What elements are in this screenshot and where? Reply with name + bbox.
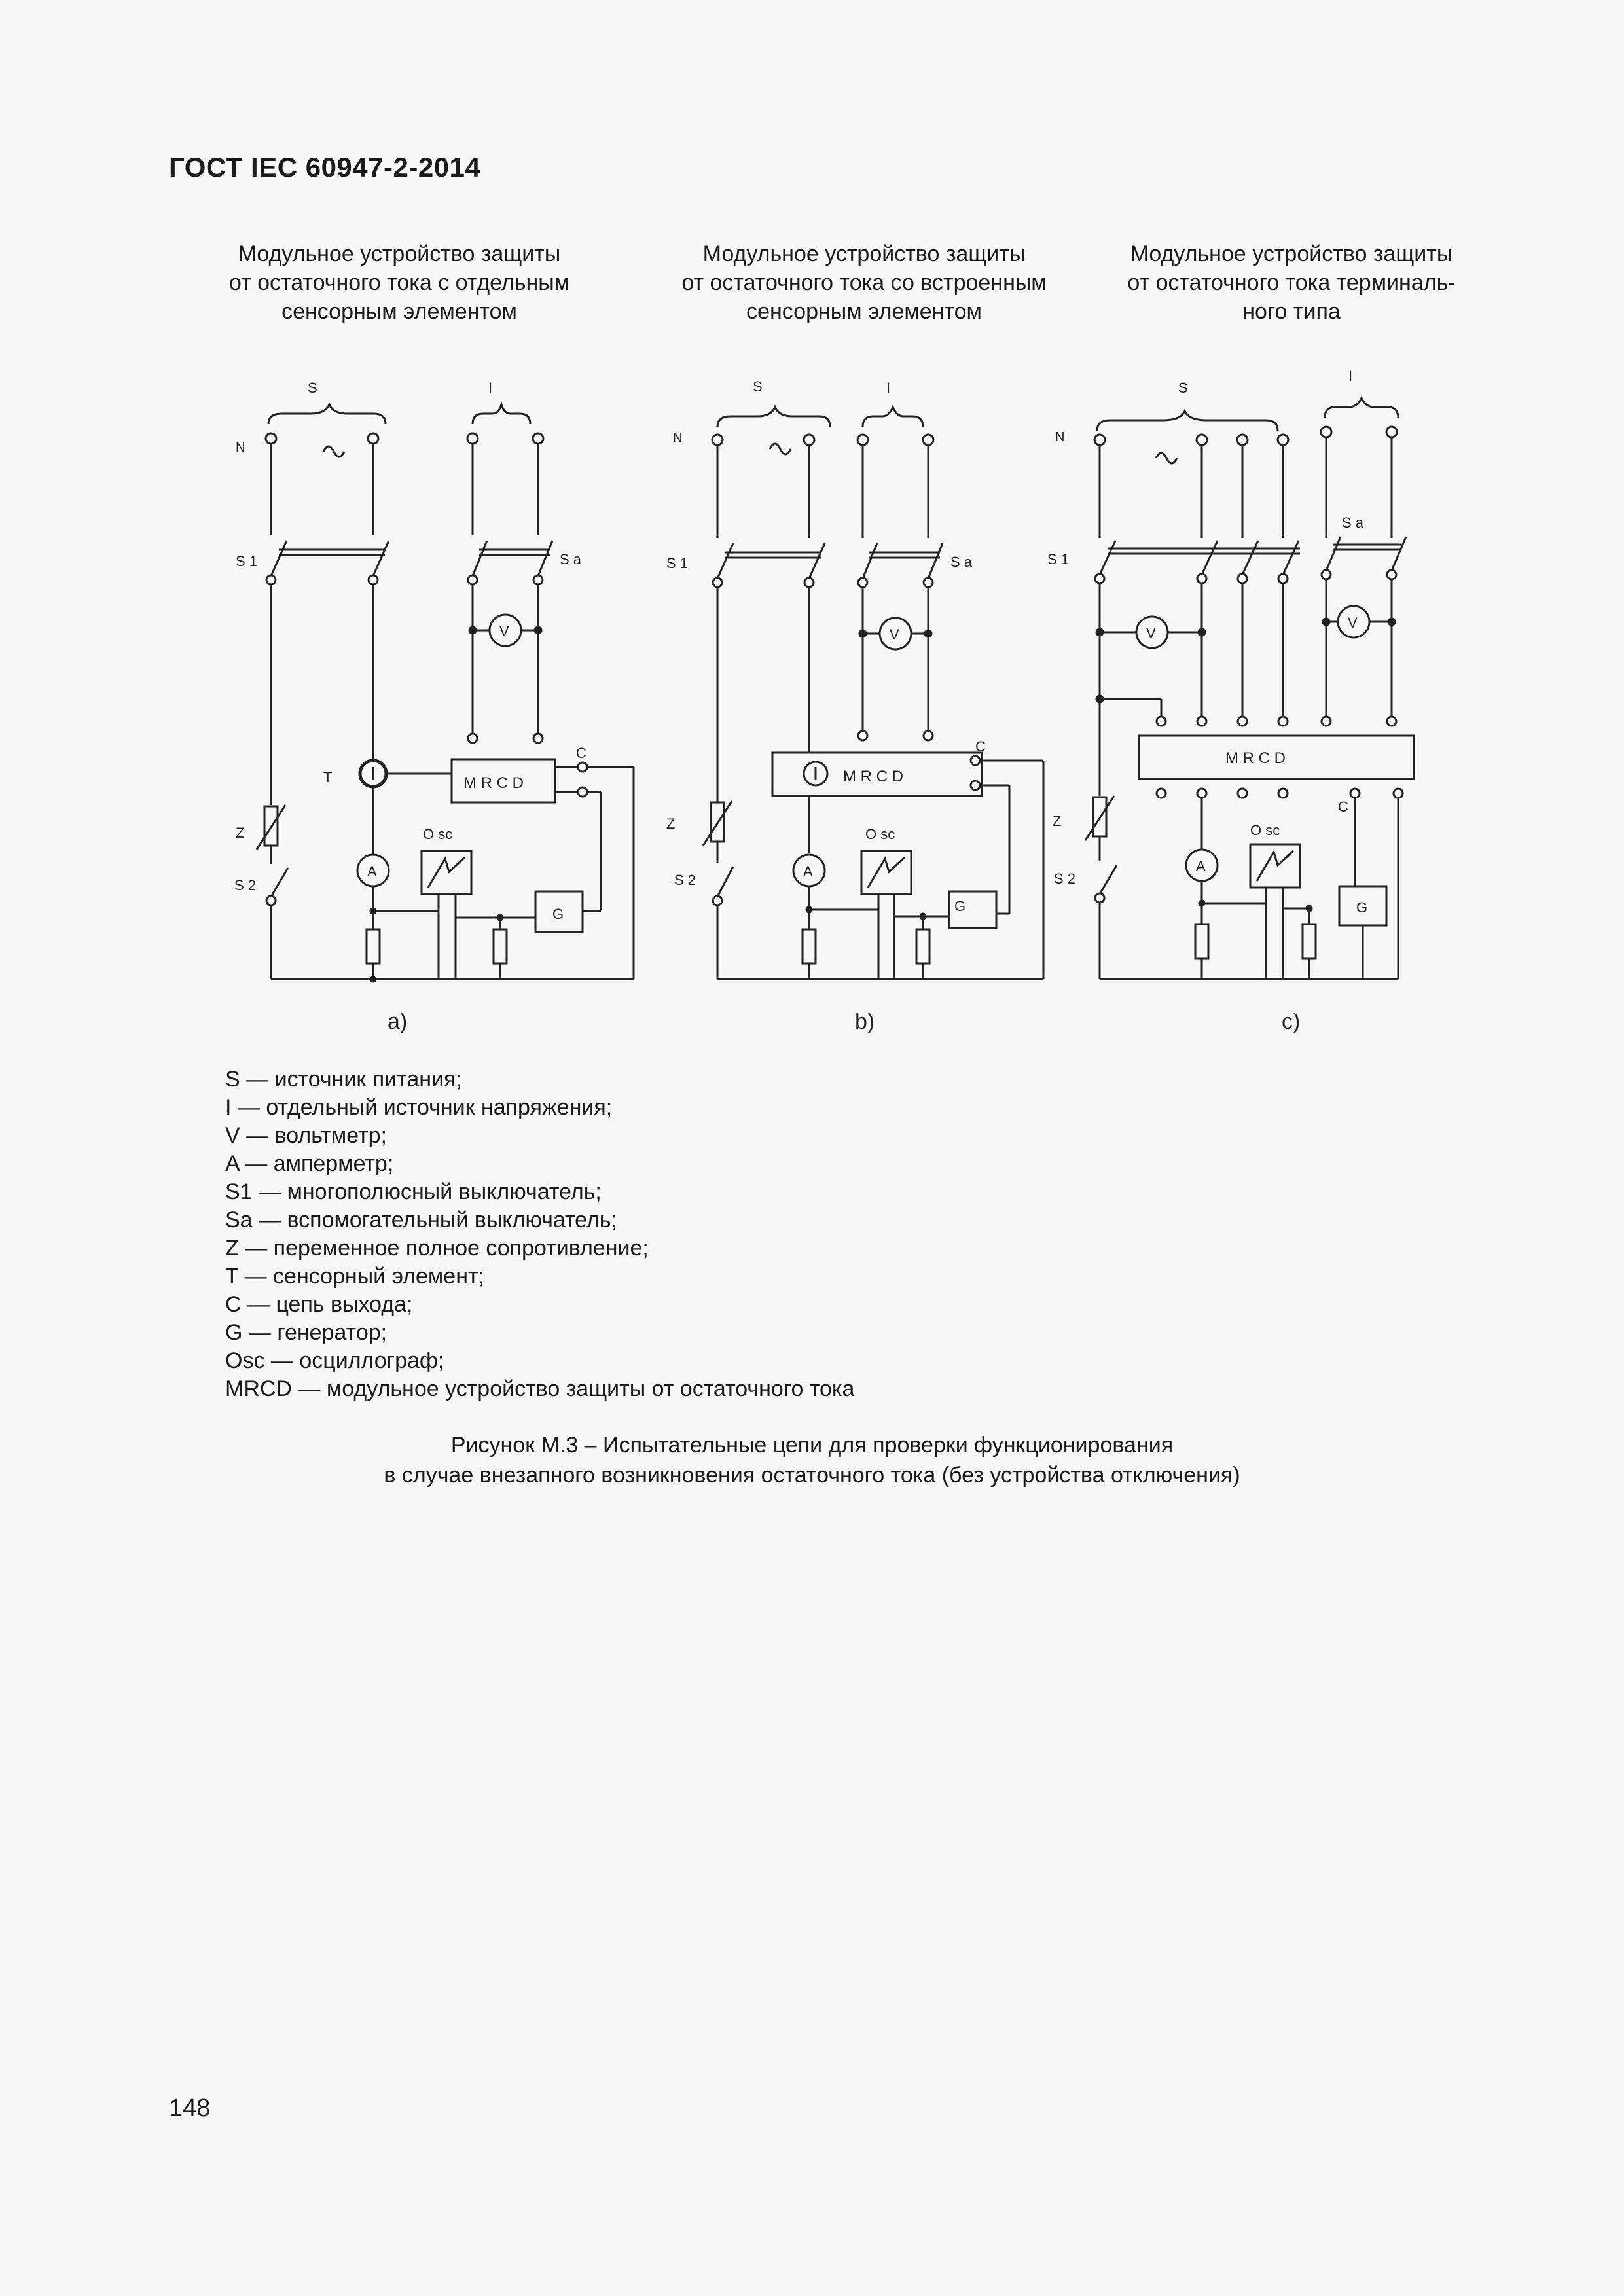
label-g: G — [552, 906, 564, 922]
panel-c-caption: Модульное устройство защиты от остаточного тока терминаль- ного типа — [1127, 242, 1456, 324]
label-c: C — [576, 745, 586, 761]
legend — [225, 1066, 854, 1403]
label-n: N — [673, 431, 683, 445]
label-s1: S 1 — [666, 555, 689, 571]
label-a: A — [367, 863, 377, 880]
legend-item: S — источник питания; — [225, 1067, 462, 1092]
label-n: N — [236, 440, 245, 455]
document-header: ГОСТ IEC 60947-2-2014 — [169, 152, 481, 183]
label-v: V — [499, 623, 509, 639]
label-osc: O sc — [1250, 822, 1280, 838]
label-mrcd: M R C D — [843, 768, 903, 785]
panel-c-label: c) — [1282, 1009, 1301, 1034]
figure-title-line-2: в случае внезапного возникновения остаточного тока (без устройства отключения) — [384, 1463, 1240, 1488]
legend-item: I — отдельный источник напряжения; — [225, 1095, 613, 1120]
label-c: C — [1338, 798, 1348, 815]
label-a: A — [1196, 858, 1206, 874]
label-c: C — [975, 738, 986, 755]
circuit-c — [1047, 368, 1414, 1034]
label-s1: S 1 — [1047, 551, 1070, 567]
label-mrcd: M R C D — [1225, 749, 1286, 767]
label-v: V — [890, 626, 899, 643]
label-sa: S a — [1342, 514, 1364, 531]
legend-item: Osc — осциллограф; — [225, 1348, 444, 1373]
label-s1: S 1 — [236, 553, 258, 569]
label-i: I — [488, 380, 493, 396]
circuit-a — [234, 380, 634, 1034]
legend-item: C — цепь выхода; — [225, 1292, 413, 1317]
legend-item: V — вольтметр; — [225, 1123, 387, 1148]
legend-item: Z — переменное полное сопротивление; — [225, 1236, 649, 1261]
label-z: Z — [666, 816, 676, 832]
panel-a-caption: Модульное устройство защиты от остаточного тока с отдельным сенсорным элементом — [228, 242, 570, 324]
page-number: 148 — [169, 2094, 211, 2122]
label-sa: S a — [950, 554, 973, 570]
label-sa: S a — [560, 551, 582, 567]
label-i: I — [1348, 368, 1353, 384]
label-n: N — [1055, 430, 1065, 444]
legend-item: MRCD — модульное устройство защиты от остаточного тока — [225, 1376, 855, 1401]
label-g: G — [954, 898, 966, 914]
label-v: V — [1146, 625, 1156, 641]
panel-b-caption: Модульное устройство защиты от остаточного тока со встроенным сенсорным элементом — [681, 242, 1047, 324]
label-mrcd: M R C D — [463, 774, 524, 792]
label-osc: O sc — [865, 826, 895, 842]
panel-b-label: b) — [855, 1009, 875, 1034]
label-v: V — [1348, 615, 1358, 631]
legend-item: A — амперметр; — [225, 1151, 394, 1176]
label-g: G — [1356, 899, 1368, 916]
label-s2: S 2 — [234, 877, 257, 893]
legend-item: T — сенсорный элемент; — [225, 1264, 485, 1289]
legend-item: S1 — многополюсный выключатель; — [225, 1179, 602, 1204]
figure-title-line-1: Рисунок М.3 – Испытательные цепи для проверки функционирования — [450, 1433, 1174, 1458]
label-z: Z — [1053, 813, 1062, 829]
label-s2: S 2 — [1054, 870, 1076, 887]
label-t: T — [323, 769, 333, 785]
figure-title — [0, 1430, 1624, 1490]
label-osc: O sc — [423, 826, 453, 842]
label-z: Z — [236, 825, 245, 841]
legend-item: G — генератор; — [225, 1320, 388, 1345]
label-s: S — [753, 378, 763, 395]
label-i: I — [886, 380, 891, 396]
label-a: A — [803, 863, 813, 880]
legend-item: Sa — вспомогательный выключатель; — [225, 1208, 617, 1232]
label-s2: S 2 — [674, 872, 696, 888]
panel-a-label: a) — [388, 1009, 408, 1034]
circuit-b — [666, 378, 1043, 1034]
label-s: S — [308, 380, 317, 396]
label-s: S — [1178, 380, 1188, 396]
test-circuit-schematics — [0, 0, 1624, 1060]
